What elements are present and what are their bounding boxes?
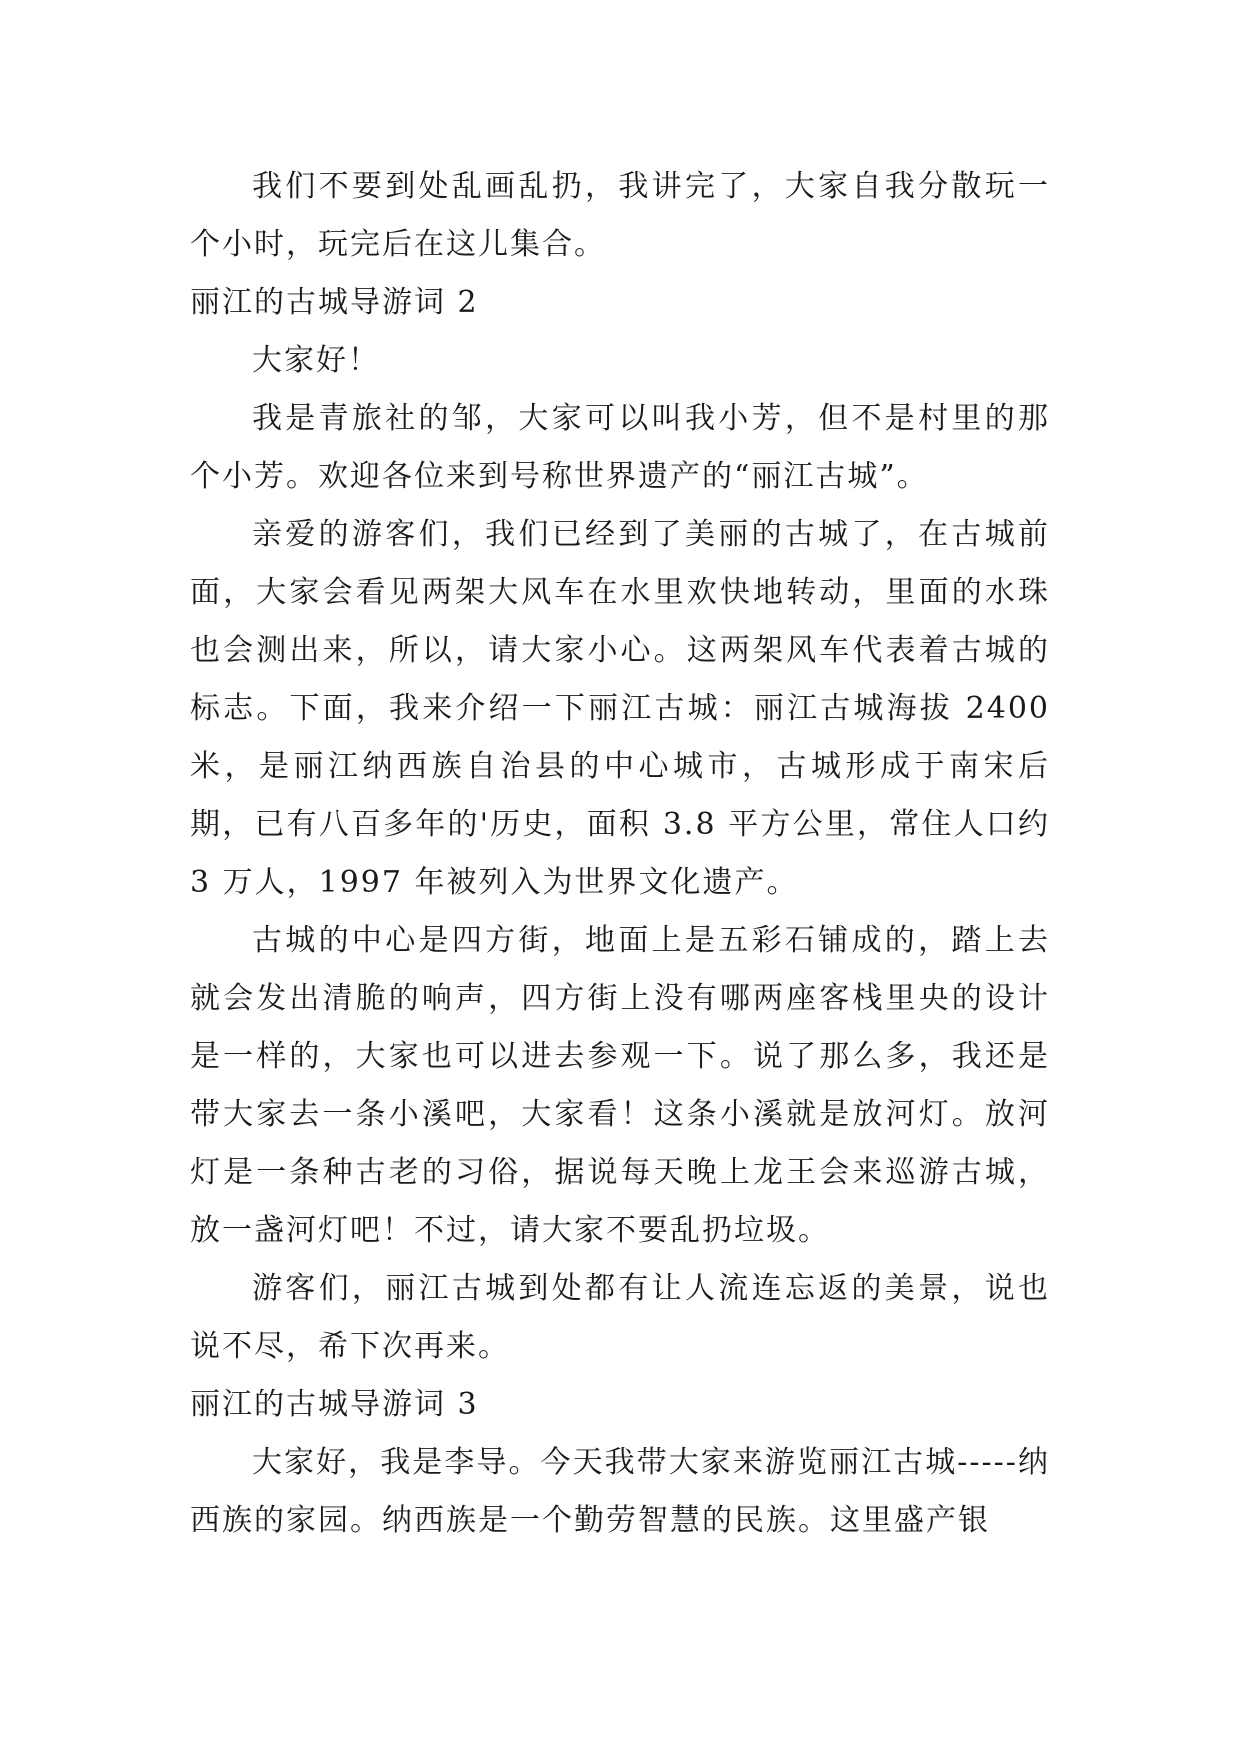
paragraph-closing-remarks: 我们不要到处乱画乱扔，我讲完了，大家自我分散玩一个小时，玩完后在这儿集合。 [190,169,1050,262]
paragraph-sifang-street: 古城的中心是四方街，地面上是五彩石铺成的，踏上去就会发出清脆的响声，四方街上没有哪两座客栈里央的设计是一样的，大家也可以进去参观一下。说了那么多，我还是带大家去一条小溪吧，大家看！这条小溪就是放河灯。放河灯是一条种古老的习俗，据说每天晚上龙王会来巡游古城，放一盏河灯吧！不过，请大家不要乱扔垃圾。 [190,923,1050,1248]
paragraph-greeting: 大家好！ [252,343,380,378]
section-heading-2: 丽江的古城导游词 2 [190,285,479,320]
paragraph-naxi-intro: 大家好，我是李导。今天我带大家来游览丽江古城-----纳西族的家园。纳西族是一个勤劳智慧的民族。这里盛产银 [190,1445,1050,1538]
paragraph-farewell: 游客们，丽江古城到处都有让人流连忘返的美景，说也说不尽，希下次再来。 [190,1271,1050,1364]
section-heading-3: 丽江的古城导游词 3 [190,1387,479,1422]
paragraph-guide-intro: 我是青旅社的邹，大家可以叫我小芳，但不是村里的那个小芳。欢迎各位来到号称世界遗产的“丽江古城”。 [190,401,1050,494]
document-body [190,158,1050,1550]
paragraph-old-town-overview: 亲爱的游客们，我们已经到了美丽的古城了，在古城前面，大家会看见两架大风车在水里欢快地转动，里面的水珠也会测出来，所以，请大家小心。这两架风车代表着古城的标志。下面，我来介绍一下丽江古城：丽江古城海拔 2400 米，是丽江纳西族自治县的中心城市，古城形成于南宋后期，已有八百多年的'历史，面积 3.8 平方公里，常住人口约 3 万人，1997 年被列入为世界文化遗产。 [190,517,1050,900]
